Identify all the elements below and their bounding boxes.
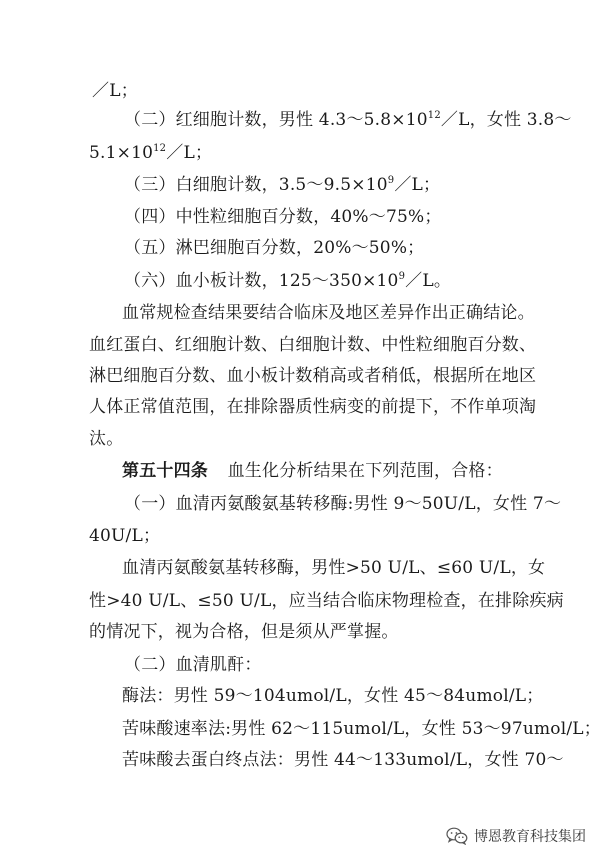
article-number: 第五十四条 bbox=[122, 461, 208, 481]
text-line: 血常规检查结果要结合临床及地区差异作出正确结论。 bbox=[122, 303, 535, 323]
text-line: 苦味酸去蛋白终点法：男性 44～133umol/L，女性 70～ bbox=[122, 750, 564, 770]
text-line: 酶法：男性 59～104umol/L，女性 45～84umol/L； bbox=[122, 686, 544, 706]
text-line: 淋巴细胞百分数、血小板计数稍高或者稍低，根据所在地区 bbox=[89, 366, 537, 386]
wechat-icon bbox=[446, 827, 468, 845]
text-line: （三）白细胞计数，$3.5\sim 9.5\times 10^9/L$； bbox=[124, 175, 441, 195]
text-line: 血红蛋白、红细胞计数、白细胞计数、中性粒细胞百分数、 bbox=[89, 335, 537, 355]
text-line: 血清丙氨酸氨基转移酶，男性>50 U/L、≤60 U/L，女 bbox=[122, 558, 546, 578]
text-line: （六）血小板计数，$125\sim 350\times 10^9/L$。 bbox=[124, 271, 452, 291]
text-line: ／L； bbox=[92, 81, 138, 101]
text-line: （二）红细胞计数，男性 $4.3\sim 5.8\times 10^{12}/L$，女性 3.8～ bbox=[124, 110, 572, 130]
text-line: 苦味酸速率法:男性 62～115umol/L，女性 53～97umol/L； bbox=[122, 719, 601, 739]
text-line: 人体正常值范围，在排除器质性病变的前提下，不作单项淘 bbox=[89, 397, 537, 417]
text-line: $5.1\times 10^{12}/L$； bbox=[89, 143, 213, 163]
watermark-text: 博恩教育科技集团 bbox=[474, 829, 586, 845]
text-line: （一）血清丙氨酸氨基转移酶:男性 9～50U/L，女性 7～ bbox=[124, 494, 562, 514]
text-line: （五）淋巴细胞百分数，20%～50%； bbox=[124, 238, 425, 258]
article-heading: 第五十四条 血生化分析结果在下列范围，合格： bbox=[122, 461, 503, 481]
text-line: （二）血清肌酐： bbox=[124, 655, 262, 675]
text-line: 汰。 bbox=[89, 429, 124, 449]
text-line: 40U/L； bbox=[89, 526, 161, 546]
watermark bbox=[446, 826, 586, 846]
text-line: 的情况下，视为合格，但是须从严掌握。 bbox=[89, 622, 399, 642]
text-line: 性>40 U/L、≤50 U/L，应当结合临床物理检查，在排除疾病 bbox=[89, 591, 564, 611]
text-line: （四）中性粒细胞百分数，40%～75%； bbox=[124, 207, 442, 227]
